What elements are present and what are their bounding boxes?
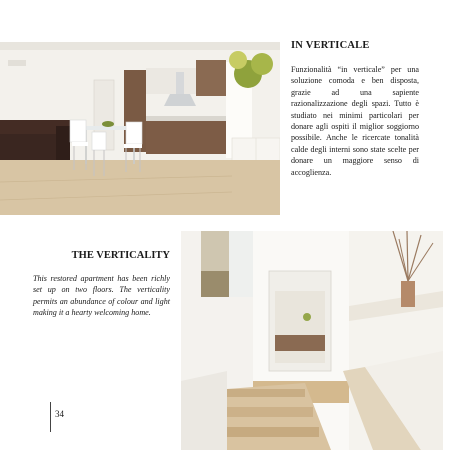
page-number-rule: [50, 402, 51, 432]
english-heading: THE VERTICALITY: [71, 250, 170, 261]
english-paragraph: This restored apartment has been richly set up on two floors. The verticality permits an abundance of colour and light making it a hearty welcoming home.: [33, 274, 170, 318]
staircase-photo: [181, 231, 443, 450]
italian-paragraph: Funzionalità “in verticale” per una soluzione comoda e ben disposta, grazie ad una sapiente razionalizzazione degli spazi. Tutto è studiato nei minimi particolari per donare agli ospiti il miglior soggiorno possibile. Anche le ricercate tonalità calde degli interni sono state scelte per donare un maggiore senso di accoglienza.: [291, 65, 419, 177]
kitchen-living-room-photo: [0, 42, 280, 215]
page-number: 34: [55, 409, 64, 419]
english-text-block: [33, 250, 170, 319]
italian-heading: IN VERTICALE: [291, 40, 370, 51]
italian-text-block: [291, 40, 419, 178]
